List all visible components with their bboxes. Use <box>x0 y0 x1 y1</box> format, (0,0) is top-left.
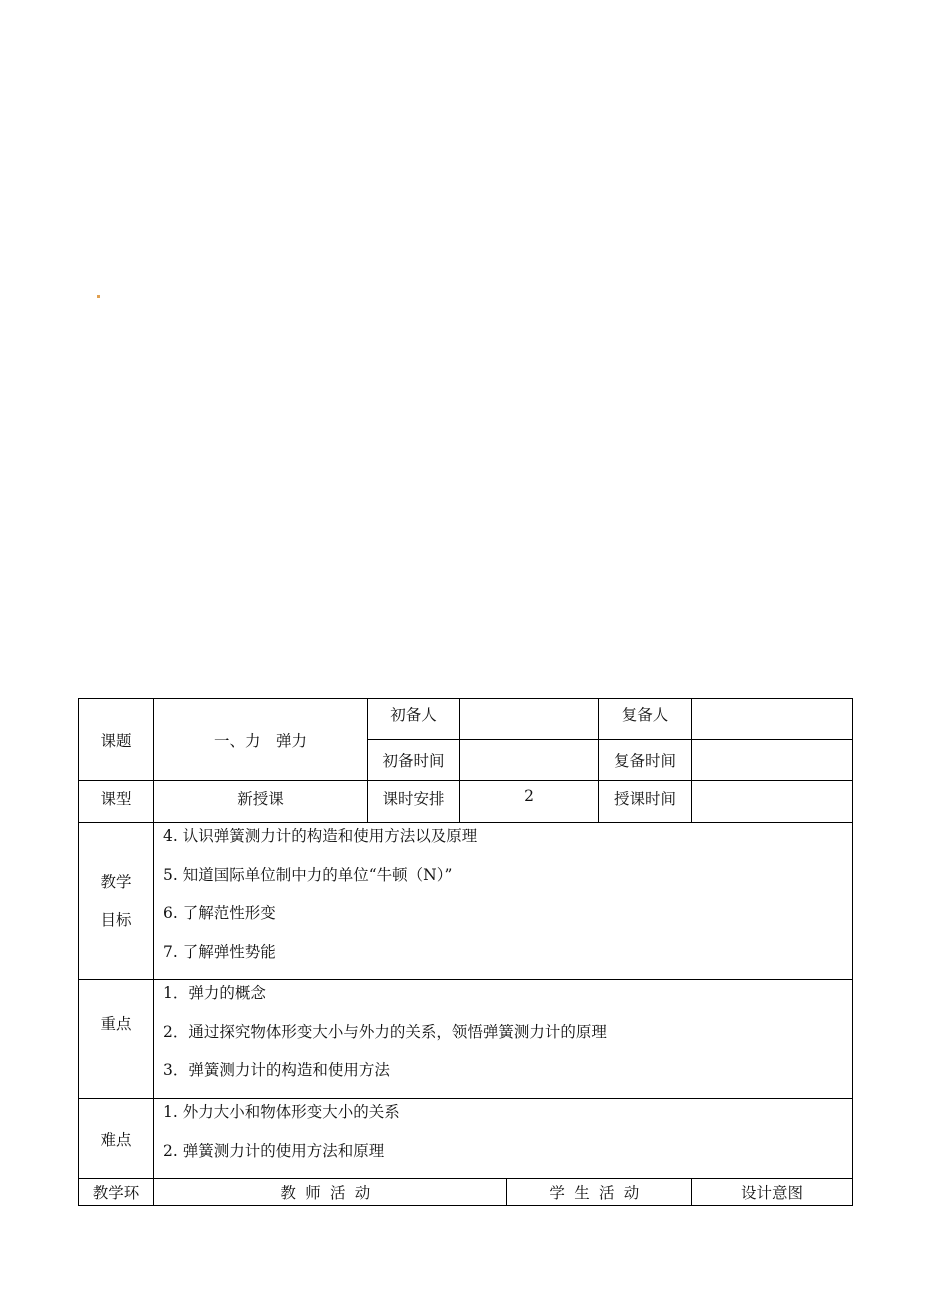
objectives-label-line1: 教学 <box>100 873 132 891</box>
preparer-label: 初备人 <box>368 699 460 740</box>
prep-time-label: 初备时间 <box>368 740 460 781</box>
objective-item: 6. 了解范性形变 <box>163 904 276 923</box>
periods-label: 课时安排 <box>368 781 460 823</box>
objectives-list <box>154 823 853 980</box>
lesson-plan-table <box>78 698 853 1206</box>
topic-value: 一、力 弹力 <box>154 699 368 781</box>
review-time-value <box>692 740 853 781</box>
stage-header: 教学环 <box>79 1179 154 1206</box>
row-lesson-type <box>79 781 853 823</box>
objectives-label <box>79 823 154 980</box>
type-label: 课型 <box>79 781 154 823</box>
row-process-header <box>79 1179 853 1206</box>
type-value: 新授课 <box>154 781 368 823</box>
topic-label: 课题 <box>79 699 154 781</box>
design-intent-header: 设计意图 <box>692 1179 853 1206</box>
reviewer-label: 复备人 <box>599 699 692 740</box>
teacher-activity-header: 教师活动 <box>154 1179 507 1206</box>
periods-value: 2 <box>460 781 599 823</box>
row-key-points <box>79 980 853 1099</box>
prep-time-value <box>460 740 599 781</box>
student-activity-header: 学生活动 <box>507 1179 692 1206</box>
reviewer-value <box>692 699 853 740</box>
teach-time-label: 授课时间 <box>599 781 692 823</box>
objective-item: 5. 知道国际单位制中力的单位“牛顿（N）” <box>163 865 453 884</box>
row-difficulties <box>79 1099 853 1179</box>
objective-item: 4. 认识弹簧测力计的构造和使用方法以及原理 <box>163 827 478 845</box>
key-point-item: 3．弹簧测力计的构造和使用方法 <box>163 1061 390 1079</box>
row-preparer <box>79 699 853 740</box>
teach-time-value <box>692 781 853 823</box>
difficulty-item: 2. 弹簧测力计的使用方法和原理 <box>163 1142 385 1160</box>
difficulty-item: 1. 外力大小和物体形变大小的关系 <box>163 1103 400 1121</box>
review-time-label: 复备时间 <box>599 740 692 781</box>
key-point-item: 1．弹力的概念 <box>163 984 266 1002</box>
row-objectives <box>79 823 853 980</box>
objectives-label-line2: 目标 <box>100 911 132 929</box>
preparer-value <box>460 699 599 740</box>
objective-item: 7. 了解弹性势能 <box>163 943 276 962</box>
decorative-dot <box>97 295 100 298</box>
key-point-item: 2．通过探究物体形变大小与外力的关系，领悟弹簧测力计的原理 <box>163 1022 607 1041</box>
key-points-label: 重点 <box>79 980 154 1099</box>
difficulties-list <box>154 1099 853 1179</box>
key-points-list <box>154 980 853 1099</box>
difficulties-label: 难点 <box>79 1099 154 1179</box>
